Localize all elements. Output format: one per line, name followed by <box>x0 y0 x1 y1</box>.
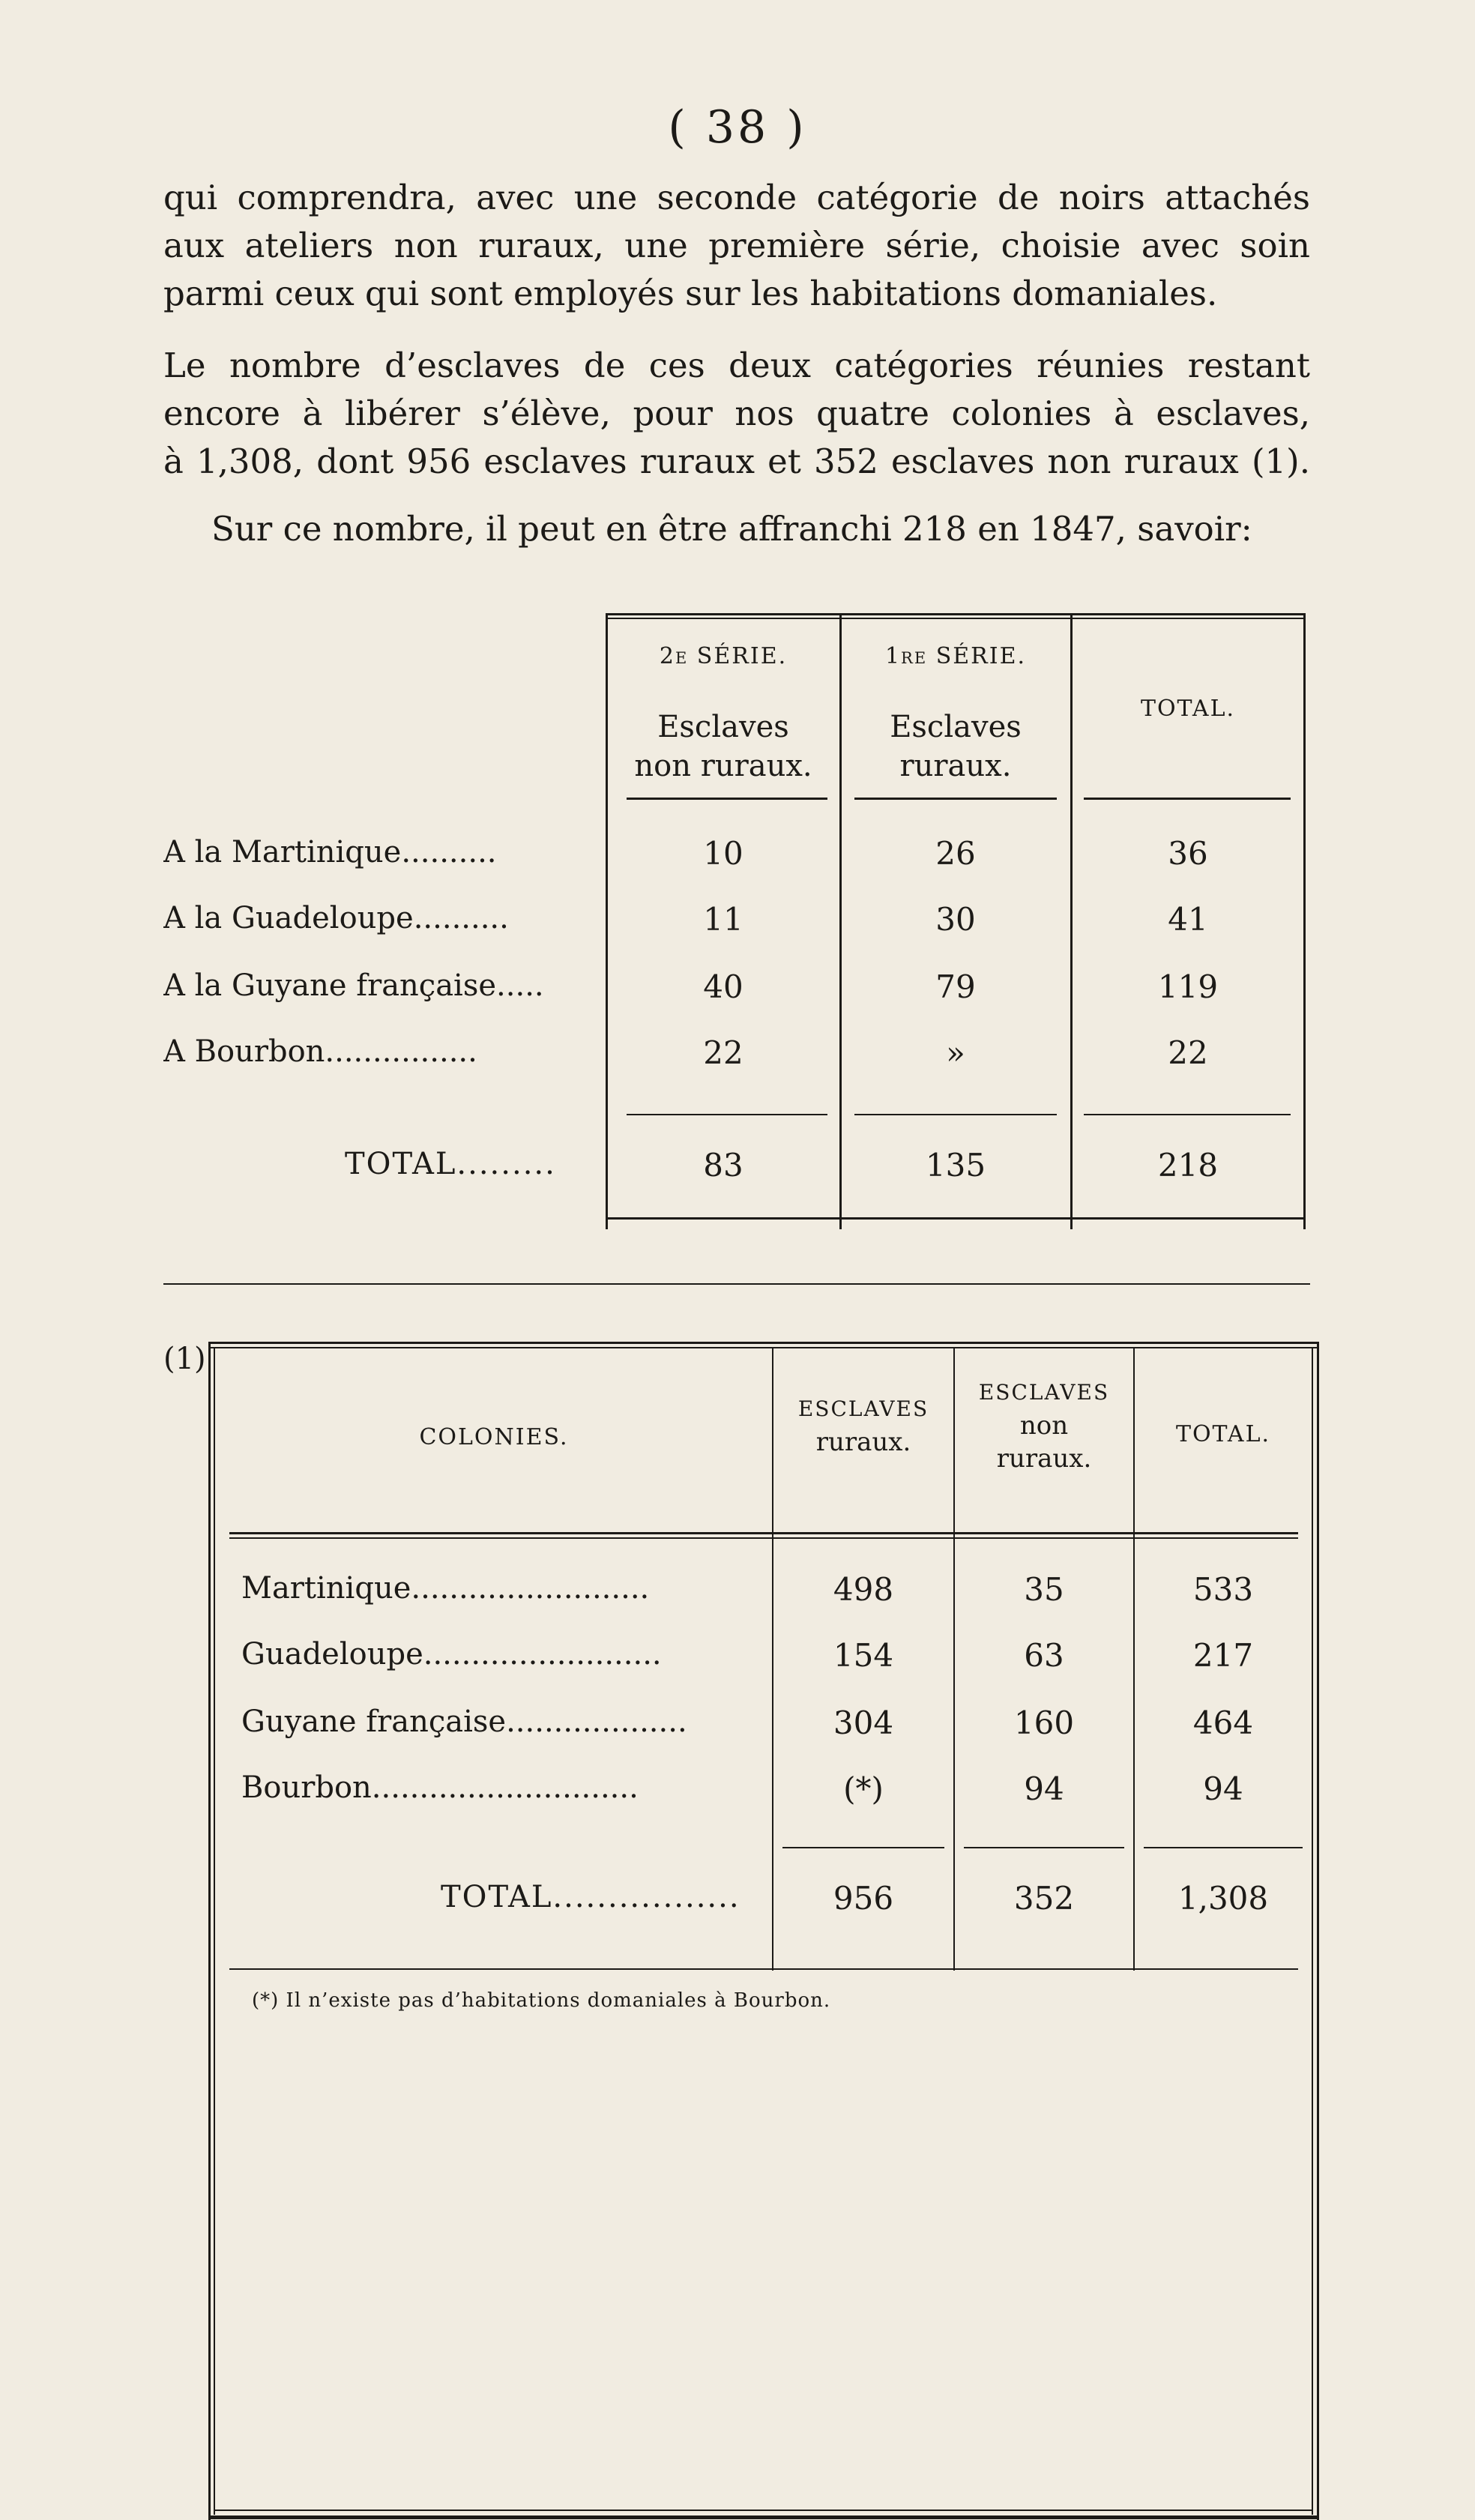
row-label: A la Martinique.......... <box>163 835 497 869</box>
paragraph-2 <box>163 342 1310 486</box>
cell-value: 217 <box>1192 1637 1254 1674</box>
cell-value: 40 <box>703 968 743 1005</box>
page-number: ( 38 ) <box>668 101 807 154</box>
cell-value: 464 <box>1192 1704 1254 1741</box>
total-rule <box>854 1114 1057 1115</box>
cell-value: 22 <box>1168 1034 1208 1071</box>
paragraph-line: encore à libérer s’élève, pour nos quatre colonies à esclaves, <box>163 394 1310 433</box>
header-rule <box>854 798 1057 800</box>
cell-value: (*) <box>843 1770 884 1807</box>
frame-rule <box>208 1342 1319 1344</box>
cell-value: 36 <box>1168 835 1208 872</box>
cell-value: 498 <box>833 1571 894 1608</box>
header-rule <box>627 798 827 800</box>
total-value: 956 <box>833 1880 894 1917</box>
cell-value: 41 <box>1168 901 1208 938</box>
col-header-non-ruraux <box>956 1376 1132 1475</box>
total-rule <box>1084 1114 1291 1115</box>
paragraph-line: qui comprendra, avec une seconde catégorie de noirs attachés <box>163 178 1310 217</box>
header-line: ruraux. <box>899 749 1012 783</box>
header-line: non <box>1019 1411 1069 1441</box>
total-rule <box>782 1847 944 1848</box>
total-row-label: TOTAL......... <box>345 1147 556 1181</box>
row-label: A la Guyane française..... <box>163 968 544 1003</box>
row-label: Bourbon............................ <box>241 1770 639 1805</box>
cell-value: » <box>946 1034 965 1071</box>
col-header-ruraux <box>842 708 1069 786</box>
total-rule <box>964 1847 1124 1848</box>
cell-value: 94 <box>1024 1770 1064 1807</box>
total-rule <box>627 1114 827 1115</box>
cell-value: 119 <box>1157 968 1219 1005</box>
cell-value: 10 <box>703 835 743 872</box>
col-header-non-ruraux <box>609 708 838 786</box>
frame-rule <box>208 1347 1319 1348</box>
row-label: A Bourbon................ <box>163 1034 477 1069</box>
column-rule <box>606 613 608 1229</box>
row-label: A la Guadeloupe.......... <box>163 901 509 935</box>
col-header-ruraux <box>775 1393 952 1459</box>
footnote-separator <box>163 1283 1310 1285</box>
row-label: Martinique......................... <box>241 1571 650 1606</box>
col-header-colonies: COLONIES. <box>419 1424 569 1450</box>
cell-value: 22 <box>703 1034 743 1071</box>
total-row-label: TOTAL................. <box>441 1880 740 1914</box>
header-rule <box>229 1537 1298 1539</box>
frame-rule <box>214 1347 215 2515</box>
column-rule <box>1303 613 1306 1229</box>
paragraph-line: aux ateliers non ruraux, une première série, choisie avec soin <box>163 226 1310 265</box>
header-line: Esclaves <box>657 710 789 744</box>
paragraph-line: Le nombre d’esclaves de ces deux catégories réunies restant <box>163 346 1310 385</box>
col-header-total: TOTAL. <box>1140 696 1236 722</box>
column-rule <box>772 1348 773 1971</box>
col-header-total: TOTAL. <box>1175 1421 1271 1447</box>
cell-value: 30 <box>935 901 976 938</box>
total-value: 352 <box>1013 1880 1075 1917</box>
header-line: ruraux. <box>815 1427 911 1457</box>
column-rule <box>1133 1348 1135 1971</box>
header-rule <box>229 1532 1298 1534</box>
row-label: Guadeloupe......................... <box>241 1637 662 1672</box>
total-value: 1,308 <box>1177 1880 1269 1917</box>
frame-rule <box>208 2516 1319 2519</box>
cell-value: 11 <box>703 901 743 938</box>
frame-rule <box>1317 1342 1319 2520</box>
cell-value: 26 <box>935 835 976 872</box>
frame-rule <box>1312 1347 1313 2515</box>
header-line: ESCLAVES <box>978 1380 1110 1405</box>
total-value: 83 <box>703 1147 743 1184</box>
cell-value: 160 <box>1013 1704 1075 1741</box>
paragraph-3 <box>211 505 1310 553</box>
cell-value: 154 <box>833 1637 894 1674</box>
header-rule <box>1084 798 1291 800</box>
cell-value: 533 <box>1192 1571 1254 1608</box>
header-line: ruraux. <box>996 1444 1092 1474</box>
cell-value: 63 <box>1024 1637 1064 1674</box>
frame-rule <box>208 1342 211 2520</box>
footnote-note: (*) Il n’existe pas d’habitations domaniales à Bourbon. <box>252 1989 831 2012</box>
col-header-series-2: 2e SÉRIE. <box>659 643 788 669</box>
footnote-mark: (1) <box>163 1342 206 1376</box>
total-value: 135 <box>925 1147 986 1184</box>
paragraph-line: à 1,308, dont 956 esclaves ruraux et 352 esclaves non ruraux (1). <box>163 441 1310 481</box>
cell-value: 304 <box>833 1704 894 1741</box>
paragraph-line: parmi ceux qui sont employés sur les habitations domaniales. <box>163 274 1218 313</box>
note-rule <box>229 1968 1298 1970</box>
header-line: ESCLAVES <box>797 1396 929 1421</box>
column-rule <box>839 613 842 1229</box>
table-rule <box>606 618 1306 619</box>
cell-value: 35 <box>1024 1571 1064 1608</box>
frame-rule <box>215 2510 1313 2511</box>
column-rule <box>953 1348 955 1971</box>
paragraph-line: Sur ce nombre, il peut en être affranchi 218 en 1847, savoir: <box>211 509 1252 549</box>
table-rule <box>606 1217 1306 1220</box>
cell-value: 79 <box>935 968 976 1005</box>
header-line: Esclaves <box>890 710 1022 744</box>
header-line: non ruraux. <box>634 749 812 783</box>
row-label: Guyane française................... <box>241 1704 687 1739</box>
table-rule <box>606 613 1306 615</box>
total-rule <box>1144 1847 1303 1848</box>
total-value: 218 <box>1157 1147 1219 1184</box>
column-rule <box>1070 613 1073 1229</box>
paragraph-1 <box>163 174 1310 318</box>
col-header-series-1: 1re SÉRIE. <box>884 643 1027 669</box>
cell-value: 94 <box>1203 1770 1243 1807</box>
